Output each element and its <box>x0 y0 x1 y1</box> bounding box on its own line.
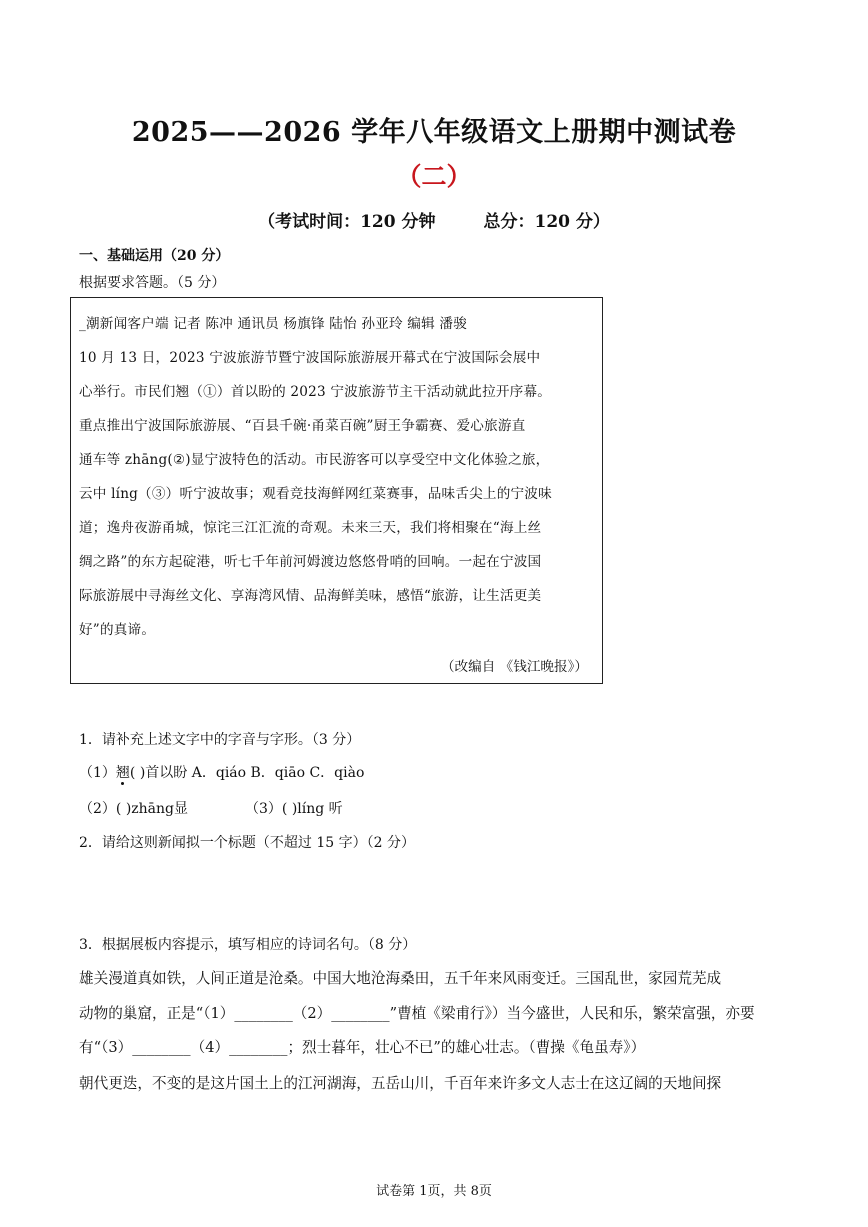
question-1-2: （2）( )zhāng显 <box>79 801 188 817</box>
question-1: 1．请补充上述文字中的字音与字形。（3 分） <box>79 732 361 748</box>
news-line: 绸之路”的东方起碇港，听七千年前河姆渡边悠悠骨哨的回响。一起在宁波国 <box>79 554 542 570</box>
news-line: 好”的真谛。 <box>79 622 156 638</box>
question-1-1 <box>79 762 364 782</box>
q1-1-prefix: （1） <box>79 765 116 781</box>
question-1-3: （3）( )líng 听 <box>245 801 343 817</box>
news-source: （改编自 《钱江晚报》） <box>440 659 588 675</box>
news-line: 10 月 13 日，2023 宁波旅游节暨宁波国际旅游展开幕式在宁波国际会展中 <box>79 350 541 366</box>
exam-title: 2025——2026 学年八年级语文上册期中测试卷 <box>131 117 737 148</box>
passage-line: 动物的巢窟，正是“（1）________（2）________”曹植《梁甫行》）当今盛世，人民和乐，繁荣富强，亦要 <box>79 1005 755 1022</box>
news-box <box>70 297 603 684</box>
news-line: 重点推出宁波国际旅游展、“百县千碗·甬菜百碗”厨王争霸赛、爱心旅游直 <box>79 418 526 434</box>
news-line: _潮新闻客户端 记者 陈冲 通讯员 杨旗锋 陆怡 孙亚玲 编辑 潘骏 <box>79 316 468 332</box>
emphasized-char: 翘 <box>115 765 130 781</box>
news-line: 云中 líng（③）听宁波故事；观看竞技海鲜网红菜赛事，品味舌尖上的宁波味 <box>79 486 552 502</box>
exam-subtitle: （二） <box>396 162 472 191</box>
exam-time: （考试时间：120 分钟 <box>258 212 436 232</box>
news-line: 道；逸舟夜游甬城，惊诧三江汇流的奇观。未来三天，我们将相聚在“海上丝 <box>79 520 542 536</box>
news-line: 心举行。市民们翘（①）首以盼的 2023 宁波旅游节主干活动就此拉开序幕。 <box>79 384 552 400</box>
question-3: 3．根据展板内容提示，填写相应的诗词名句。（8 分） <box>79 937 417 953</box>
page-footer: 试卷第 1页，共 8页 <box>376 1184 492 1199</box>
exam-info <box>0 207 868 232</box>
passage-line: 朝代更迭，不变的是这片国土上的江河湖海，五岳山川，千百年来许多文人志士在这辽阔的天地间探 <box>79 1075 722 1092</box>
section-heading: 一、基础运用（20 分） <box>79 248 230 264</box>
passage-line: 有“（3）________（4）________；烈士暮年，壮心不已”的雄心壮志。（曹操《龟虽寿》） <box>79 1039 646 1056</box>
section-instruction: 根据要求答题。（5 分） <box>79 275 226 291</box>
question-2: 2．请给这则新闻拟一个标题（不超过 15 字）（2 分） <box>79 835 415 851</box>
total-score: 总分：120 分） <box>483 212 610 232</box>
news-line: 际旅游展中寻海丝文化、享海湾风情、品海鲜美味，感悟“旅游，让生活更美 <box>79 588 542 604</box>
news-line: 通车等 zhāng(②)显宁波特色的活动。市民游客可以享受空中文化体验之旅， <box>79 452 550 468</box>
q1-1-options: ( )首以盼 A．qiáo B．qiāo C．qiào <box>129 765 365 781</box>
passage-line: 雄关漫道真如铁，人间正道是沧桑。中国大地沧海桑田，五千年来风雨变迁。三国乱世，家园荒芜成 <box>79 970 722 987</box>
